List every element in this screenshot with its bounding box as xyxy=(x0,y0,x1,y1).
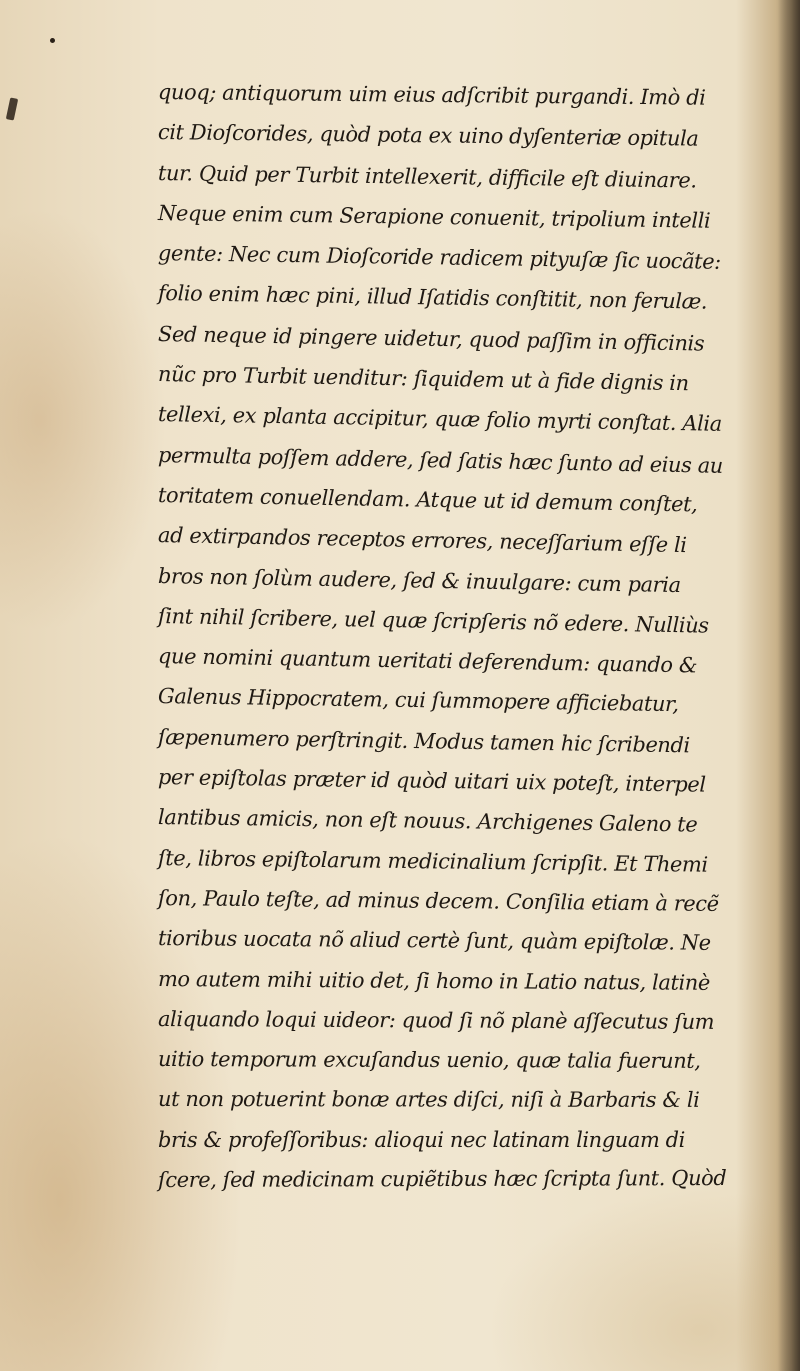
text-line: que nomini quantum ueritati deferendum: quando & xyxy=(157,644,698,678)
text-line: ſte, libros epiſtolarum medicinalium ſcripſit. Et Themi xyxy=(157,845,708,877)
text-line: ut non potuerint bonæ artes diſci, niſi à Barbaris & li xyxy=(157,1087,700,1113)
text-line: permulta poſſem addere, ſed ſatis hæc ſunto ad eius au xyxy=(157,442,724,478)
text-line: tur. Quid per Turbit intellexerit, difficile eſt diuinare. xyxy=(157,160,697,193)
text-line: uitio temporum excuſandus uenio, quæ talia fuerunt, xyxy=(157,1047,701,1074)
ink-dot xyxy=(50,38,55,43)
text-line: cit Dioſcorides, quòd pota ex uino dyſenteriæ opitula xyxy=(157,120,699,151)
text-line: ad extirpandos receptos errores, neceſſarium eſſe li xyxy=(157,523,687,558)
text-line: aliquando loqui uideor: quod ſi nõ planè aſſecutus ſum xyxy=(157,1006,715,1034)
text-line: bris & profeſſoribus: alioqui nec latinam linguam di xyxy=(158,1127,685,1152)
text-line: bros non ſolùm audere, ſed & inuulgare: cum paria xyxy=(157,563,681,597)
text-line: ſint nihil ſcribere, uel quæ ſcripſeris nõ edere. Nulliùs xyxy=(157,603,709,638)
text-line: ſon, Paulo teſte, ad minus decem. Conſilia etiam à recẽ xyxy=(157,885,719,916)
text-line: Sed neque id pingere uidetur, quod paſſim in officinis xyxy=(157,321,705,356)
page-gutter-shadow xyxy=(778,0,800,1371)
text-line: ſcere, ſed medicinam cupiẽtibus hæc ſcripta ſunt. Quòd xyxy=(157,1166,727,1193)
text-line: toritatem conuellendam. Atque ut id demum conſtet, xyxy=(157,482,698,517)
page-text xyxy=(158,72,768,1200)
text-line: quoq; antiquorum uim eius adſcribit purgandi. Imò di xyxy=(157,80,706,110)
margin-ink-mark xyxy=(6,97,18,120)
text-line: per epiſtolas præter id quòd uitari uix poteſt, interpel xyxy=(157,765,706,797)
text-line: tellexi, ex planta accipitur, quæ folio myrti conſtat. Alia xyxy=(157,402,722,437)
text-line: folio enim hæc pini, illud Iſatidis conſtitit, non ferulæ. xyxy=(157,281,708,315)
text-line: mo autem mihi uitio det, ſi homo in Latio natus, latinè xyxy=(157,966,710,995)
text-line: nũc pro Turbit uenditur: ſiquidem ut à fide dignis in xyxy=(157,362,689,396)
text-line: ſæpenumero perſtringit. Modus tamen hic ſcribendi xyxy=(157,724,690,758)
text-line: tioribus uocata nõ aliud certè ſunt, quàm epiſtolæ. Ne xyxy=(157,926,711,956)
text-line: Neque enim cum Serapione conuenit, tripolium intelli xyxy=(157,200,711,233)
text-line: gente: Nec cum Dioſcoride radicem pityuſæ ſic uocãte: xyxy=(157,241,722,275)
text-line: lantibus amicis, non eſt nouus. Archigenes Galeno te xyxy=(157,805,698,837)
text-line: Galenus Hippocratem, cui ſummopere afficiebatur, xyxy=(157,684,679,717)
